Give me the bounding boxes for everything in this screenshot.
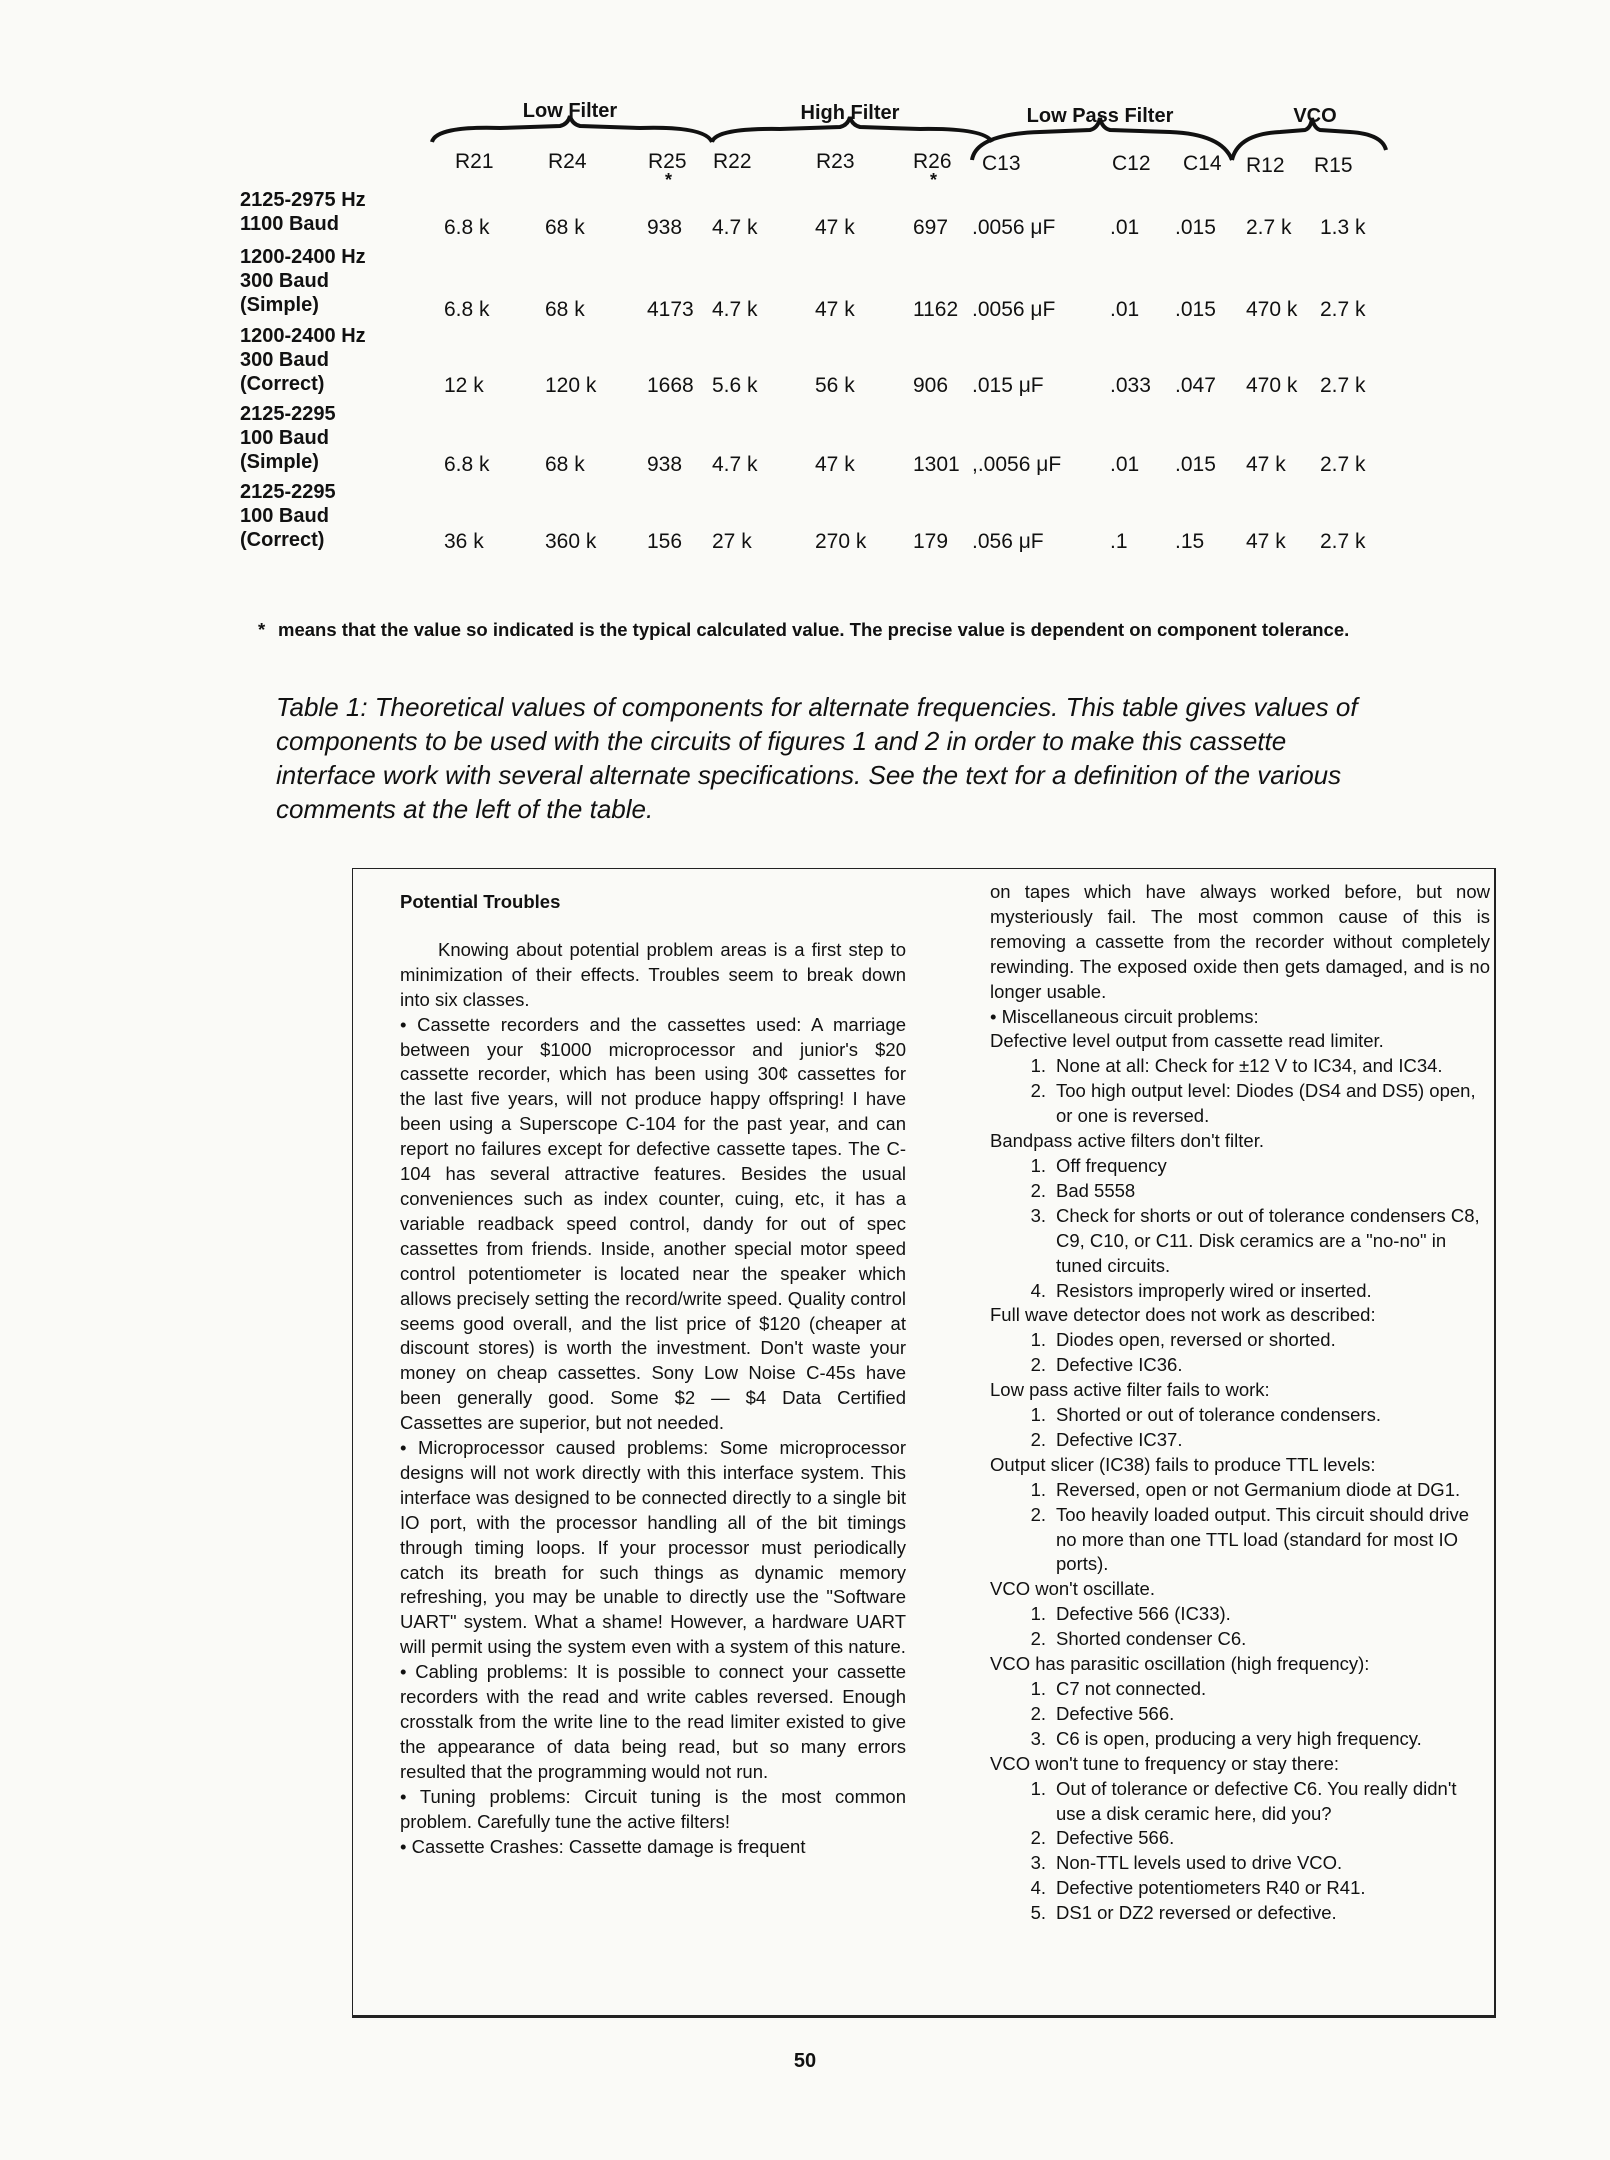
- table-cell: 2.7 k: [1320, 298, 1366, 321]
- list-item-number: 2.: [1030, 1179, 1046, 1201]
- table-cell: 179: [913, 530, 949, 553]
- article-paragraph: • Cassette Crashes: Cassette damage is frequent: [400, 1835, 806, 1857]
- list-item-number: 2.: [1030, 1503, 1046, 1525]
- list-item-number: 1.: [1030, 1329, 1046, 1351]
- list-item: [990, 1602, 1490, 1627]
- table-cell: .01: [1110, 216, 1140, 239]
- list-item: [990, 1777, 1490, 1827]
- table-cell: 68 k: [545, 453, 585, 476]
- footnote-text: means that the value so indicated is the typical calculated value. The precise value is dependent on component tolerance.: [278, 619, 1350, 640]
- col-header-r23: R23: [816, 150, 855, 173]
- footnote-star: *: [258, 619, 266, 640]
- table-cell: 4173: [647, 298, 694, 321]
- table-cell: 1668: [647, 374, 694, 397]
- list-item-number: 1.: [1030, 1154, 1046, 1176]
- list-item-text: Shorted condenser C6.: [1056, 1628, 1247, 1650]
- group-header-low-pass-filter: Low Pass Filter: [1026, 105, 1174, 127]
- list-item: [990, 1876, 1490, 1901]
- col-header-c14: C14: [1183, 152, 1222, 175]
- list-item-number: 1.: [1030, 1055, 1046, 1077]
- table-cell: 47 k: [1246, 453, 1286, 476]
- list-item-text: Defective 566.: [1056, 1702, 1175, 1724]
- list-item-text: Non-TTL levels used to drive VCO.: [1056, 1852, 1343, 1874]
- table-cell: 5.6 k: [712, 374, 758, 397]
- troubleshooting-list: [990, 1029, 1490, 1926]
- list-item-text: Too high output level: Diodes (DS4 and DS5) open, or one is reversed.: [1056, 1080, 1476, 1127]
- table-cell: 470 k: [1246, 298, 1298, 321]
- table-cell: 47 k: [815, 216, 855, 239]
- table-cell: .015: [1175, 298, 1216, 321]
- table-cell: 27 k: [712, 530, 752, 553]
- article-paragraph: Knowing about potential problem areas is a first step to minimization of their effects. Troubles seem to break down into six classes.: [400, 938, 906, 1010]
- list-item-number: 3.: [1030, 1204, 1046, 1226]
- list-item: [990, 1204, 1490, 1279]
- table-cell: 360 k: [545, 530, 597, 553]
- list-item-number: 3.: [1030, 1852, 1046, 1874]
- table-cell: 270 k: [815, 530, 867, 553]
- list-item-text: Defective potentiometers R40 or R41.: [1056, 1877, 1366, 1899]
- list-item: [990, 1154, 1490, 1179]
- table-cell: .015: [1175, 216, 1216, 239]
- row-label: 2125-2975 Hz 1100 Baud: [240, 189, 366, 235]
- list-item: [990, 1478, 1490, 1503]
- list-item: [990, 1079, 1490, 1129]
- row-label: 1200-2400 Hz 300 Baud (Simple): [240, 246, 366, 316]
- table-cell: .047: [1175, 374, 1216, 397]
- article-paragraph: • Cabling problems: It is possible to connect your cassette recorders with the read and write cables reversed. Enough crosstalk from the write line to the read limiter existed to give the appearance of data being read, but so many errors resulted that the programming would not run.: [400, 1661, 906, 1782]
- table-cell: .015 μF: [972, 374, 1044, 397]
- brace-low-filter: [432, 116, 712, 142]
- article-paragraph: on tapes which have always worked before, but now mysteriously fail. The most common cause of this is removing a cassette from the recorder without completely rewinding. The exposed oxide then gets damaged, and is no longer usable.: [990, 881, 1490, 1002]
- list-item-number: 1.: [1030, 1678, 1046, 1699]
- table-footnote: [258, 618, 1378, 641]
- list-item-text: Defective 566 (IC33).: [1056, 1603, 1231, 1625]
- table-cell: .0056 μF: [972, 216, 1056, 239]
- list-item-text: Off frequency: [1056, 1154, 1167, 1176]
- table-cell: 56 k: [815, 374, 855, 397]
- list-item-number: 1.: [1030, 1603, 1046, 1625]
- article-heading: Potential Troubles: [400, 891, 561, 912]
- list-item-number: 2.: [1030, 1080, 1046, 1102]
- col-header-r22: R22: [713, 150, 752, 173]
- list-item: [990, 1403, 1490, 1428]
- list-item: [990, 1279, 1490, 1304]
- table-cell: .033: [1110, 374, 1151, 397]
- group-header-vco: VCO: [1293, 105, 1337, 127]
- list-item-number: 3.: [1030, 1727, 1046, 1749]
- table-cell: 2.7 k: [1320, 374, 1366, 397]
- table-cell: 1162: [913, 298, 959, 321]
- col-header-r12: R12: [1246, 154, 1285, 177]
- list-item: [990, 1428, 1490, 1453]
- table-cell: .0056 μF: [972, 298, 1056, 321]
- table-cell: 470 k: [1246, 374, 1298, 397]
- table-caption: Table 1: Theoretical values of components for alternate frequencies. This table gives values of components to be used with the circuits of figures 1 and 2 in order to make this cassette interface work with several alternate specifications. See the text for a definition of the various comments at the left of the table.: [276, 692, 1358, 824]
- page-number: 50: [793, 2050, 817, 2072]
- table-cell: 12 k: [444, 374, 484, 397]
- section-title: Output slicer (IC38) fails to produce TTL levels:: [990, 1453, 1376, 1475]
- col-header-r21: R21: [455, 150, 494, 173]
- col-header-r26: R26: [913, 150, 952, 173]
- group-braces: [0, 0, 1610, 200]
- article-left-column: [400, 890, 906, 1859]
- list-item: [990, 1353, 1490, 1378]
- table-cell: 47 k: [815, 298, 855, 321]
- section-title: Bandpass active filters don't filter.: [990, 1130, 1264, 1152]
- group-header-high-filter: High Filter: [800, 102, 900, 124]
- article-paragraph: • Tuning problems: Circuit tuning is the most common problem. Carefully tune the active filters!: [400, 1785, 906, 1832]
- section-title: VCO has parasitic oscillation (high frequency):: [990, 1653, 1370, 1675]
- table-cell: 4.7 k: [712, 453, 758, 476]
- table-cell: 1301: [913, 453, 960, 476]
- table-cell: 938: [647, 216, 683, 239]
- list-item: [990, 1826, 1490, 1851]
- table-cell: 1.3 k: [1320, 216, 1366, 239]
- table-cell: 4.7 k: [712, 216, 758, 239]
- list-item-text: DS1 or DZ2 reversed or defective.: [1056, 1902, 1337, 1924]
- brace-high-filter: [712, 117, 992, 142]
- list-item-number: 2.: [1030, 1702, 1046, 1724]
- table-cell: 2.7 k: [1320, 530, 1366, 553]
- list-item-number: 5.: [1030, 1902, 1046, 1924]
- list-item: [990, 1179, 1490, 1204]
- table-cell: 47 k: [815, 453, 855, 476]
- row-label: 2125-2295 100 Baud (Simple): [240, 403, 336, 473]
- col-header-r25-star: *: [665, 170, 673, 190]
- list-item: [990, 1677, 1490, 1702]
- list-item-number: 2.: [1030, 1354, 1046, 1376]
- table-cell: .056 μF: [972, 530, 1044, 553]
- table-cell: 697: [913, 216, 949, 239]
- list-item-text: C6 is open, producing a very high frequency.: [1056, 1727, 1422, 1749]
- list-item: [990, 1727, 1490, 1752]
- list-item: [990, 1627, 1490, 1652]
- table-cell: 47 k: [1246, 530, 1286, 553]
- table-cell: 2.7 k: [1320, 453, 1366, 476]
- section-title: VCO won't tune to frequency or stay there:: [990, 1752, 1340, 1774]
- list-item-text: Reversed, open or not Germanium diode at DG1.: [1056, 1478, 1461, 1500]
- list-item-number: 2.: [1030, 1428, 1046, 1450]
- col-header-r15: R15: [1314, 154, 1353, 177]
- row-label: 2125-2295 100 Baud (Correct): [240, 481, 336, 551]
- section-title: Defective level output from cassette read limiter.: [990, 1030, 1384, 1052]
- col-header-c12: C12: [1112, 152, 1151, 175]
- list-item-text: Defective IC36.: [1056, 1354, 1183, 1376]
- section-title: Low pass active filter fails to work:: [990, 1379, 1270, 1401]
- article-paragraph: • Cassette recorders and the cassettes used: A marriage between your $1000 microprocessor and junior's $20 cassette recorder, which has been using 30¢ cassettes for the last five years, will not produce happy offspring! I have been using a Superscope C-104 for the past year, and can report no failures except for defective cassette tapes. The C-104 has several attractive features. Besides the usual conveniences such as index counter, cuing, etc, it has a variable readback speed control, dandy for out of spec cassettes from friends. Inside, another special motor speed control potentiometer is located near the speaker which allows precisely setting the record/write speed. Quality control seems good overall, and the list price of $120 (cheaper at discount stores) is worth the investment. Don't waste your money on cheap cassettes. Sony Low Noise C-45s have been generally good. Some $2 — $4 Data Certified Cassettes are superior, but not needed.: [400, 1013, 906, 1434]
- table-cell: 906: [913, 374, 949, 397]
- table-cell: 68 k: [545, 298, 585, 321]
- table-cell: 156: [647, 530, 683, 553]
- table-cell: 6.8 k: [444, 216, 490, 239]
- col-header-r25: R25: [648, 150, 687, 173]
- section-title: VCO won't oscillate.: [990, 1578, 1155, 1600]
- table-cell: .15: [1175, 530, 1205, 553]
- article-box-right-border: [1494, 868, 1496, 2016]
- list-item-text: Shorted or out of tolerance condensers.: [1056, 1404, 1381, 1426]
- table-cell: 2.7 k: [1246, 216, 1292, 239]
- list-item-text: Out of tolerance or defective C6. You really didn't use a disk ceramic here, did you?: [1056, 1777, 1457, 1824]
- table-cell: 4.7 k: [712, 298, 758, 321]
- table-cell: 938: [647, 453, 683, 476]
- list-item-text: Bad 5558: [1056, 1179, 1136, 1201]
- col-header-r24: R24: [548, 150, 587, 173]
- row-label: 1200-2400 Hz 300 Baud (Correct): [240, 325, 366, 395]
- list-item: [990, 1328, 1490, 1353]
- list-item-text: Diodes open, reversed or shorted.: [1056, 1329, 1336, 1351]
- article-paragraph: • Microprocessor caused problems: Some microprocessor designs will not work directly with this interface system. This interface was designed to be connected directly to a single bit IO port, with the processor handling all of the bit timings through timing loops. If your processor must periodically catch its breath for such things as dynamic memory refreshing, you may be unable to directly use the "Software UART" system. What a shame! However, a hardware UART will permit using the system even with a system of this nature.: [400, 1437, 906, 1658]
- table-cell: ,.0056 μF: [972, 453, 1062, 476]
- list-item: [990, 1503, 1490, 1578]
- list-item: [990, 1702, 1490, 1727]
- list-item: [990, 1054, 1490, 1079]
- article-paragraph: • Miscellaneous circuit problems:: [990, 1005, 1259, 1027]
- table-cell: 68 k: [545, 216, 585, 239]
- table-cell: 6.8 k: [444, 453, 490, 476]
- list-item-text: Resistors improperly wired or inserted.: [1056, 1279, 1372, 1301]
- list-item-text: Defective IC37.: [1056, 1428, 1183, 1450]
- list-item: [990, 1901, 1490, 1926]
- col-header-c13: C13: [982, 152, 1021, 175]
- list-item-number: 4.: [1030, 1877, 1046, 1899]
- table-cell: 6.8 k: [444, 298, 490, 321]
- list-item-text: Too heavily loaded output. This circuit should drive no more than one TTL load (standard for most IO ports).: [1056, 1503, 1470, 1575]
- article-right-column: [990, 880, 1490, 1926]
- table-cell: .01: [1110, 453, 1140, 476]
- section-title: Full wave detector does not work as described:: [990, 1304, 1376, 1326]
- group-header-low-filter: Low Filter: [522, 100, 618, 122]
- list-item-number: 1.: [1030, 1404, 1046, 1426]
- list-item-text: Check for shorts or out of tolerance condensers C8, C9, C10, or C11. Disk ceramics are a "no-no" in tuned circuits.: [1056, 1204, 1480, 1276]
- list-item: [990, 1851, 1490, 1876]
- table-cell: .1: [1110, 530, 1128, 553]
- list-item-text: Defective 566.: [1056, 1827, 1175, 1849]
- list-item-number: 2.: [1030, 1628, 1046, 1650]
- list-item-number: 1.: [1030, 1478, 1046, 1500]
- list-item-number: 4.: [1030, 1279, 1046, 1301]
- list-item-number: 1.: [1030, 1777, 1046, 1799]
- table-cell: .015: [1175, 453, 1216, 476]
- col-header-r26-star: *: [930, 170, 938, 190]
- list-item-number: 2.: [1030, 1827, 1046, 1849]
- table-cell: 120 k: [545, 374, 597, 397]
- table-cell: .01: [1110, 298, 1140, 321]
- list-item-text: None at all: Check for ±12 V to IC34, and IC34.: [1056, 1055, 1443, 1077]
- list-item-text: C7 not connected.: [1056, 1678, 1207, 1699]
- table-cell: 36 k: [444, 530, 484, 553]
